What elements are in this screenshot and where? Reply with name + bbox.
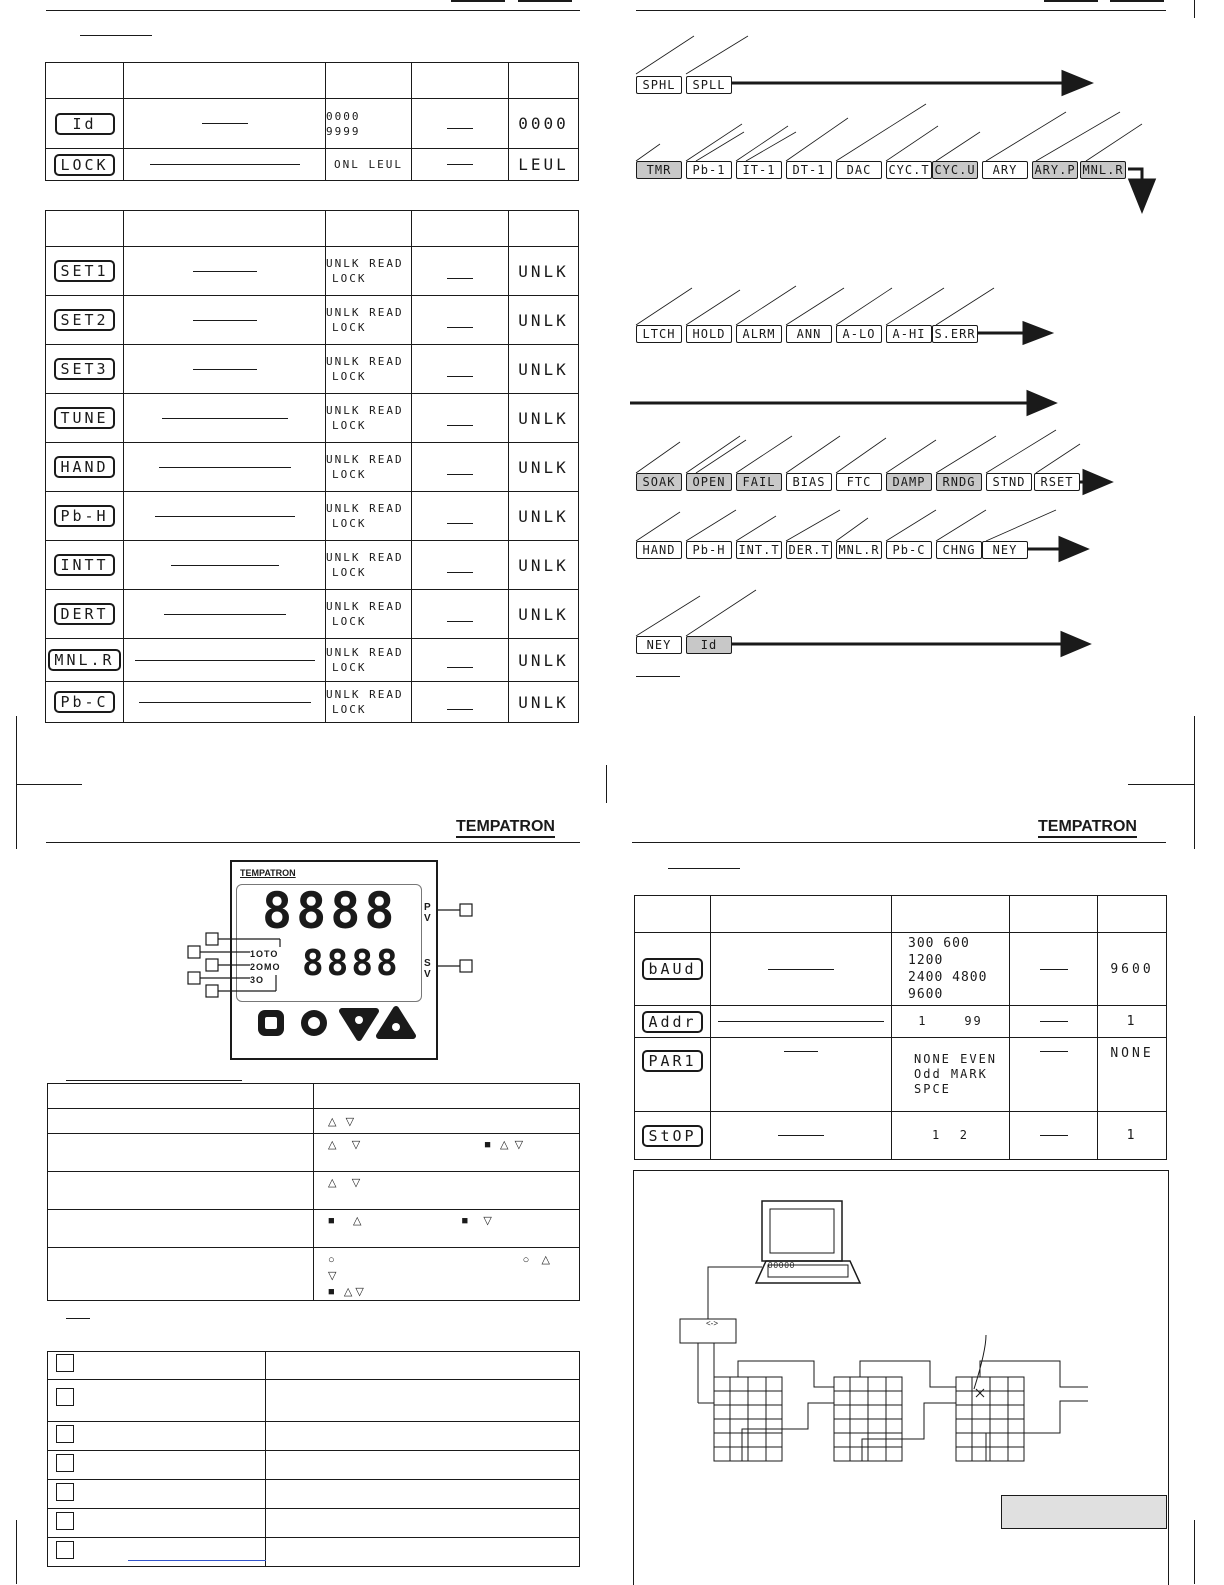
option-text: UNLK READ [326,404,404,417]
table-row: △ ▽ ■ △ ▽ [48,1134,580,1172]
flow-chip: DT-1 [786,161,832,179]
flow-chip: Pb-C [886,541,932,559]
panel-brand: TEMPATRON [240,868,296,878]
option-text: UNLK READ [326,551,404,564]
param-code-badge: Pb-C [54,691,114,713]
wiring-diagram [633,1170,1169,1585]
key-operation-table [47,1083,580,1301]
panel-callouts [180,895,480,1005]
callout-box [56,1541,74,1559]
callout-box [56,1483,74,1501]
flow-chip: Id [686,636,732,654]
computer-icon [756,1201,860,1283]
table-row: ○ ○ △ ▽ ■ △ ▽ [48,1248,580,1301]
flow-chip: CHNG [936,541,982,559]
table-row [46,345,579,394]
controller-terminal-2 [834,1377,902,1461]
table-row [48,1422,580,1451]
panel-keys [252,1004,422,1044]
option-text: LOCK [332,370,367,383]
table-row [46,492,579,541]
option-text: UNLK READ [326,355,404,368]
flow-chip: BIAS [786,473,832,491]
default-value: LEUL [509,149,579,181]
param-code-badge: PAR1 [642,1050,702,1072]
sv-label: S [424,958,431,969]
flow-chip: RSET [1034,473,1080,491]
flow-chip: LTCH [636,325,682,343]
param-code-badge: DERT [54,603,114,625]
table-row [48,1380,580,1422]
default-value: UNLK [509,345,579,394]
param-code-badge: HAND [54,456,114,478]
default-value: 9600 [1098,933,1167,1006]
callout-box [56,1425,74,1443]
option-text: UNLK READ [326,688,404,701]
option-text: LOCK [332,661,367,674]
param-code-badge: SET2 [54,309,114,331]
table-row [46,590,579,639]
param-code-badge: Addr [642,1011,702,1033]
flow-chip: FTC [836,473,882,491]
table-row [48,1352,580,1380]
table-row [635,1112,1167,1160]
option-text: LOCK [332,615,367,628]
default-value: UNLK [509,639,579,682]
param-code-badge: SET1 [54,260,114,282]
flow-chip: S.ERR [932,325,978,343]
table-row [635,933,1167,1006]
set-key[interactable] [258,1010,284,1036]
param-code-badge: StOP [642,1125,702,1147]
controller-terminal-3 [956,1377,1024,1461]
default-value: 1 [1098,1006,1167,1038]
callout-box [56,1512,74,1530]
sv-label: V [424,969,431,980]
default-value: 0000 [509,99,579,149]
option-text: 1 99 [892,1006,1010,1038]
table-lock-params [45,210,579,723]
param-code-badge: Id [55,113,115,135]
table-row [46,639,579,682]
flow-chip: STND [986,473,1032,491]
comm-settings-table [634,895,1167,1160]
option-text: UNLK READ [326,306,404,319]
flow-chip: MNL.R [1080,161,1126,179]
param-code-badge: INTT [54,554,114,576]
option-text: 0000 [326,109,361,123]
flow-chip: DER.T [786,541,832,559]
option-text: SPCE [914,1082,951,1096]
sv-display: 8888 [302,943,401,984]
table-row [46,296,579,345]
indicator-labels: 1OTO 2OMO 3O [250,949,281,985]
callout-box [56,1454,74,1472]
table-row [48,1451,580,1480]
table-row [48,1480,580,1509]
callout-box [56,1388,74,1406]
up-key[interactable] [379,1009,413,1036]
flow-chip: TMR [636,161,682,179]
flow-chip: MNL.R [836,541,882,559]
table-row [46,443,579,492]
option-text: 9600 [908,987,944,1002]
table-row [46,682,579,723]
table-row: ■ △ ■ ▽ [48,1210,580,1248]
option-text: LOCK [332,468,367,481]
note-box [1001,1495,1167,1529]
option-text: UNLK READ [326,646,404,659]
option-text: UNLK READ [326,600,404,613]
flow-chip: Pb-1 [686,161,732,179]
flow-chip: INT.T [736,541,782,559]
option-text: UNLK READ [326,257,404,270]
converter-arrows: <-> [706,1319,719,1328]
table-row [635,1006,1167,1038]
default-value: UNLK [509,541,579,590]
option-text: UNLK READ [326,502,404,515]
param-code-badge: MNL.R [48,649,120,671]
flow-chip: SPLL [686,76,732,94]
default-value: UNLK [509,590,579,639]
option-text: 9999 [326,124,361,138]
table-row [635,1038,1167,1112]
table-row [46,394,579,443]
menu-flow-diagram [620,20,1180,690]
legend-table [47,1351,580,1567]
flow-chip: DAMP [886,473,932,491]
pv-label: P [424,902,431,913]
param-code-badge: LOCK [54,154,114,176]
option-text: LOCK [332,517,367,530]
flow-chip: A-HI [886,325,932,343]
table-row [46,149,579,181]
flow-chip: ALRM [736,325,782,343]
flow-chip: DAC [836,161,882,179]
option-text: Odd MARK [914,1067,988,1081]
option-text: LOCK [332,566,367,579]
table-row [48,1509,580,1538]
table-row [46,541,579,590]
param-code-badge: bAUd [642,958,702,980]
param-code-badge: SET3 [54,358,114,380]
flow-chip: IT-1 [736,161,782,179]
param-code-badge: Pb-H [54,505,114,527]
keyboard-label: 00000 [768,1261,796,1270]
default-value: UNLK [509,492,579,541]
param-code-badge: TUNE [54,407,114,429]
down-key[interactable] [342,1011,376,1038]
flow-chip: ARY [982,161,1028,179]
option-text: ONL LEUL [334,158,403,171]
option-text: NONE EVEN [914,1052,998,1066]
default-value: NONE [1098,1038,1167,1112]
option-text: LOCK [332,321,367,334]
flow-chip: NEY [982,541,1028,559]
option-text: 2400 4800 [908,970,988,985]
shift-key[interactable] [301,1010,327,1036]
default-value: UNLK [509,443,579,492]
default-value: UNLK [509,682,579,723]
option-text: 300 600 1200 [908,936,970,968]
pv-label: V [424,913,431,924]
option-text: UNLK READ [326,453,404,466]
table-row: △ ▽ [48,1109,580,1134]
flow-chip: OPEN [686,473,732,491]
option-text: LOCK [332,272,367,285]
default-value: UNLK [509,394,579,443]
table-row [48,1538,580,1567]
default-value: UNLK [509,247,579,296]
flow-chip: ARY.P [1032,161,1078,179]
flow-chip: NEY [636,636,682,654]
flow-arrows [630,72,1154,655]
flow-chip: SOAK [636,473,682,491]
callout-box [56,1354,74,1372]
flow-chip: HOLD [686,325,732,343]
flow-chip: CYC.T [886,161,932,179]
flow-chip: CYC.U [932,161,978,179]
pv-display: 8888 [262,882,399,940]
flow-chip: FAIL [736,473,782,491]
flow-chip: Pb-H [686,541,732,559]
brand-logo: TEMPATRON [456,818,555,838]
table-row [46,247,579,296]
table-row: △ ▽ [48,1172,580,1210]
flow-chip: HAND [636,541,682,559]
flow-chip: SPHL [636,76,682,94]
default-value: UNLK [509,296,579,345]
option-text: LOCK [332,419,367,432]
flow-chip: ANN [786,325,832,343]
table-id-lock [45,62,579,181]
brand-logo: TEMPATRON [1038,818,1137,838]
flow-chip: RNDG [936,473,982,491]
default-value: 1 [1098,1112,1167,1160]
option-text: LOCK [332,703,367,716]
option-text: 1 2 [892,1112,1010,1160]
table-row [46,99,579,149]
controller-terminal-1 [714,1377,782,1461]
flow-chip: A-LO [836,325,882,343]
